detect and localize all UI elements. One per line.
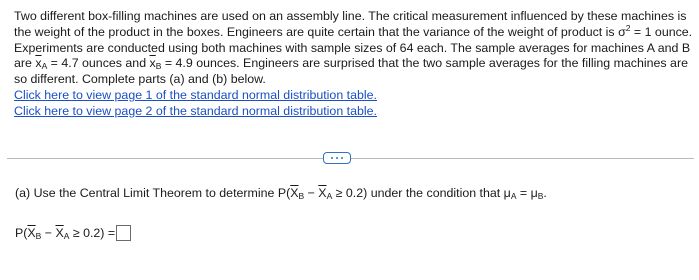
ellipsis-icon <box>331 157 334 160</box>
xbar-a: $\overline{x}$ <box>35 56 42 71</box>
answer-label: $P(\overline{X}_B - \overline{X}_A \ge 0.2)$ = <box>15 226 116 241</box>
answer-input[interactable] <box>116 225 131 241</box>
problem-statement <box>14 9 694 120</box>
sigma-symbol: σ <box>618 24 626 39</box>
problem-text: Two different box-filling machines are used on an assembly line. The critical measurement influenced by these machines is the weight of the product in the boxes. Engineers are quite certain that the variance of the weight of product is $\sigma^2 = 1$ ounce. Experiments are conducted using both machines with sample sizes of 64 each. The sample averages for machines A and B are $\overline{x}_A = 4.7$ ounces and $\overline{x}_B = 4.9$ ounces. Engineers are surprised that the two sample averages for the filling machines are so different. Complete parts (a) and (b) below. <box>14 9 693 87</box>
part-a-question: (a) Use the Central Limit Theorem to determine $P(\overline{X}_B - \overline{X}_A \ge 0.2)$ under the condition that $\mu_A = \mu_B$. <box>15 186 547 201</box>
expand-more-button[interactable] <box>323 152 351 164</box>
normal-table-page2-link[interactable]: Click here to view page 2 of the standard normal distribution table. <box>14 103 377 118</box>
xbar-b: $\overline{x}$ <box>149 56 156 71</box>
normal-table-page1-link[interactable]: Click here to view page 1 of the standard normal distribution table. <box>14 87 377 102</box>
answer-line <box>15 225 131 241</box>
